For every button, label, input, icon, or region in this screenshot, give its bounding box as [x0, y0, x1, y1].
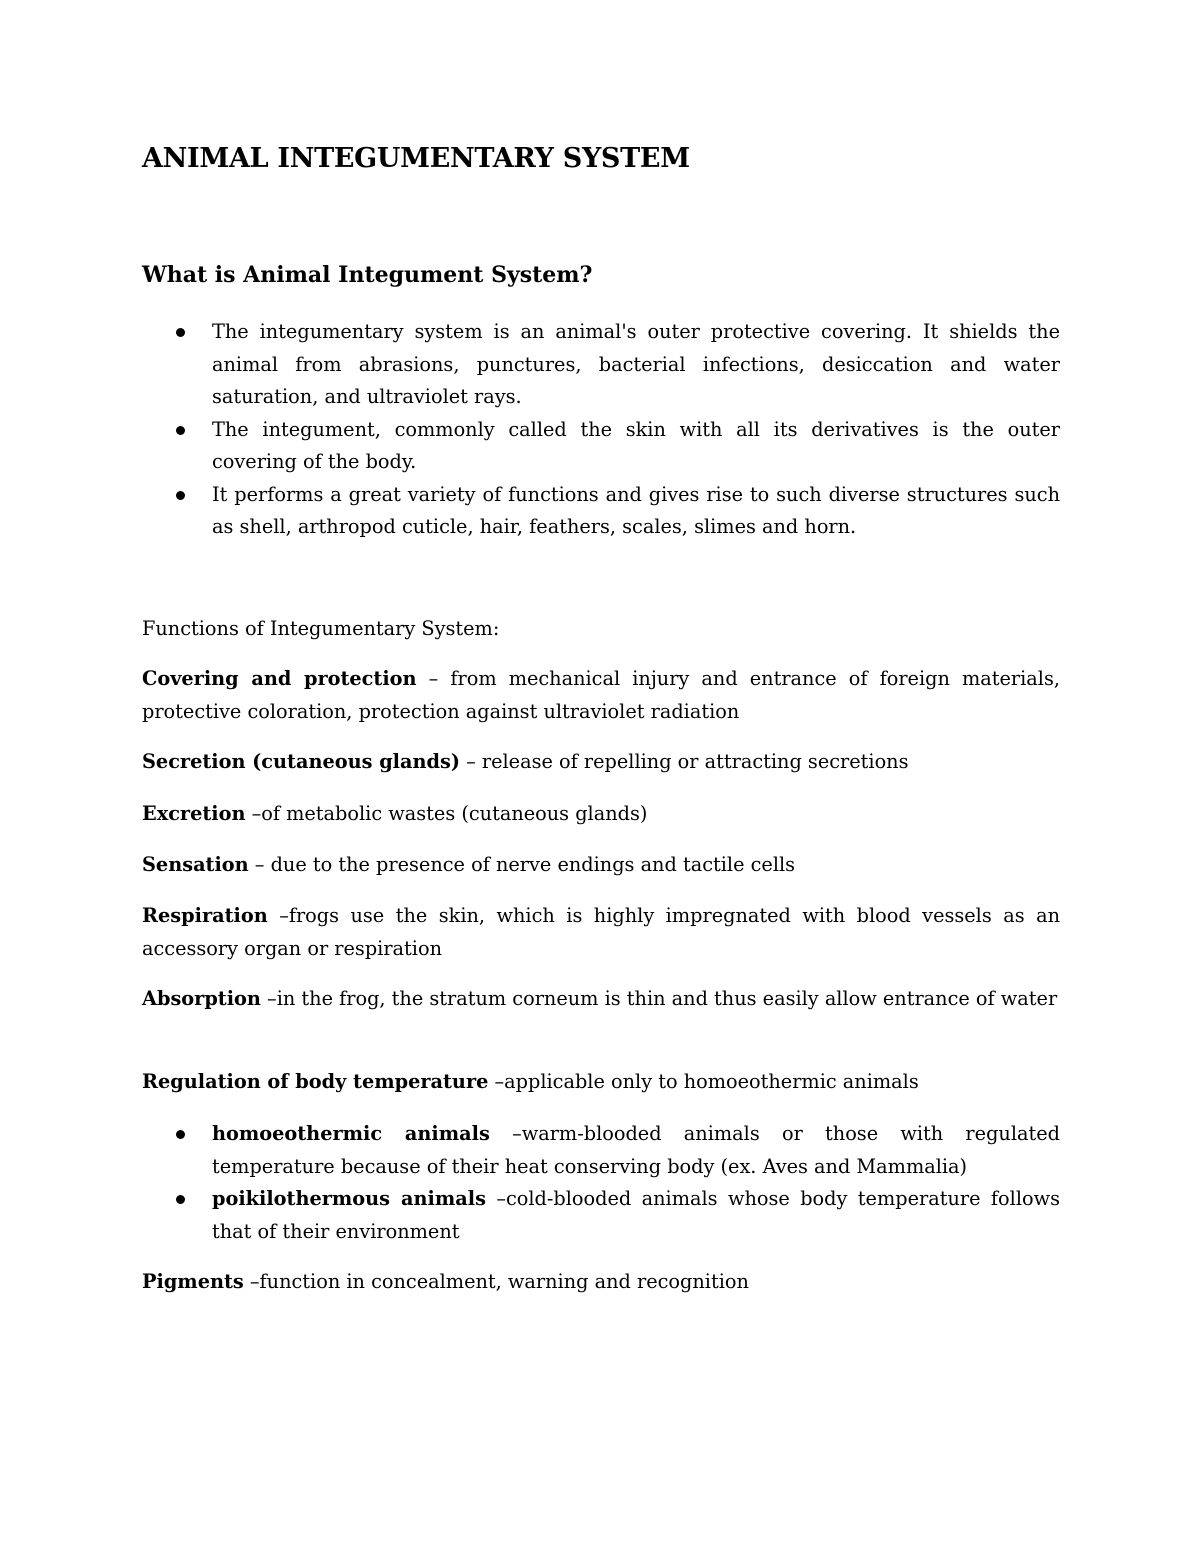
bullet-text: It performs a great variety of functions and gives rise to such diverse structures such as shell, arthropod cuticle, hair, feathers, scales, slimes and horn.	[212, 482, 1060, 538]
list-item	[142, 479, 1060, 544]
bullet-text: The integument, commonly called the skin with all its derivatives is the outer covering of the body.	[212, 417, 1060, 473]
function-term: Covering and protection	[142, 667, 417, 690]
function-desc: –frogs use the skin, which is highly impregnated with blood vessels as an accessory organ or respiration	[142, 904, 1060, 960]
function-desc: – release of repelling or attracting secretions	[459, 750, 909, 773]
function-desc: –in the frog, the stratum corneum is thin and thus easily allow entrance of water	[260, 987, 1058, 1010]
function-term: Secretion (cutaneous glands)	[142, 750, 460, 773]
bullet-icon	[176, 328, 185, 337]
bullet-desc: –warm-blooded animals or those with regulated temperature because of their heat conserving body (ex. Aves and Mammalia)	[212, 1122, 1060, 1178]
temperature-bullet-list	[142, 1118, 1060, 1248]
function-excretion	[142, 798, 1060, 831]
function-desc: – from mechanical injury and entrance of foreign materials, protective coloration, protection against ultraviolet radiation	[142, 667, 1060, 723]
function-term: Regulation of body temperature	[142, 1070, 489, 1093]
function-desc: –function in concealment, warning and recognition	[243, 1270, 749, 1293]
list-item	[142, 1183, 1060, 1248]
function-regulation	[142, 1066, 1060, 1099]
bullet-term: homoeothermic animals	[212, 1122, 490, 1145]
function-sensation	[142, 849, 1060, 882]
list-item	[142, 414, 1060, 479]
function-absorption	[142, 983, 1060, 1016]
bullet-icon	[176, 426, 185, 435]
function-secretion	[142, 746, 1060, 779]
function-pigments	[142, 1266, 1060, 1299]
bullet-icon	[176, 1130, 185, 1139]
list-item	[142, 1118, 1060, 1183]
function-term: Sensation	[142, 853, 249, 876]
bullet-text: The integumentary system is an animal's outer protective covering. It shields the animal from abrasions, punctures, bacterial infections, desiccation and water saturation, and ultraviolet rays.	[212, 320, 1060, 408]
function-term: Excretion	[142, 802, 246, 825]
function-term: Pigments	[142, 1270, 244, 1293]
functions-label: Functions of Integumentary System:	[142, 617, 500, 640]
function-desc: –applicable only to homoeothermic animals	[488, 1070, 919, 1093]
function-covering	[142, 663, 1060, 728]
function-term: Absorption	[142, 987, 261, 1010]
function-desc: – due to the presence of nerve endings and tactile cells	[248, 853, 796, 876]
function-term: Respiration	[142, 904, 268, 927]
section-heading: What is Animal Integument System?	[142, 262, 593, 288]
bullet-icon	[176, 491, 185, 500]
bullet-desc: –cold-blooded animals whose body temperature follows that of their environment	[212, 1187, 1060, 1243]
function-respiration	[142, 900, 1060, 965]
bullet-icon	[176, 1195, 185, 1204]
bullet-term: poikilothermous animals	[212, 1187, 486, 1210]
list-item	[142, 316, 1060, 414]
intro-bullet-list	[142, 316, 1060, 544]
document-title: ANIMAL INTEGUMENTARY SYSTEM	[142, 143, 690, 174]
function-desc: –of metabolic wastes (cutaneous glands)	[245, 802, 648, 825]
